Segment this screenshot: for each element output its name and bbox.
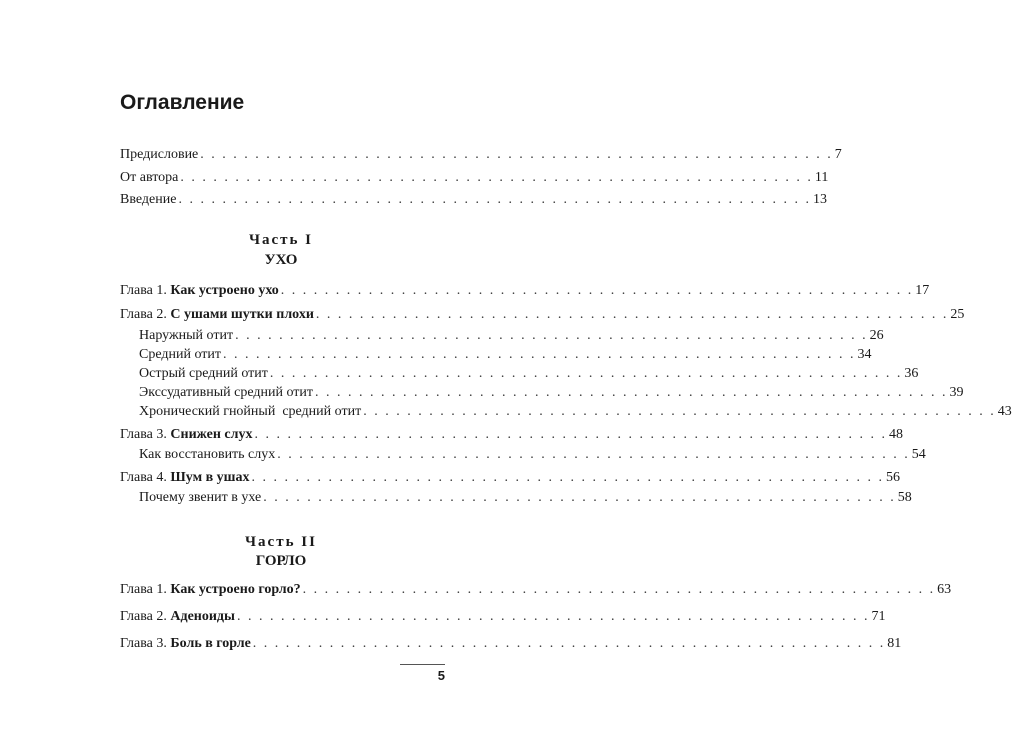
- dot-leader: . . . . . . . . . . . . . . . . . . . . . . . . . . . . . . . . . . . . . . . . . . . . . . . . . . . . . . . . . .: [302, 582, 936, 597]
- toc-entry-title: Глава 4. Шум в ушах: [120, 470, 250, 485]
- part-title: ГОРЛО: [255, 553, 307, 569]
- page-number: 5: [437, 668, 445, 683]
- toc-entry-page: 17: [915, 283, 930, 298]
- toc-entry-title: Глава 3. Боль в горле: [120, 636, 251, 651]
- dot-leader: . . . . . . . . . . . . . . . . . . . . . . . . . . . . . . . . . . . . . . . . . . . . . . . . . . . . . . . . . .: [236, 609, 870, 624]
- toc-chapter: [120, 607, 886, 627]
- dot-leader: . . . . . . . . . . . . . . . . . . . . . . . . . . . . . . . . . . . . . . . . . . . . . . . . . . . . . . . . . .: [254, 427, 887, 442]
- toc-entry-title: Хронический гнойный средний отит: [139, 404, 362, 419]
- toc-chapter: [120, 281, 930, 301]
- toc-subsection: [139, 345, 872, 365]
- toc-entry-page: 11: [814, 170, 829, 185]
- toc-entry-title: Острый средний отит: [139, 366, 268, 381]
- toc-entry-title: От автора: [120, 170, 179, 185]
- toc-entry-page: 26: [869, 328, 884, 343]
- toc-subsection: [139, 402, 1012, 422]
- toc-entry-page: 39: [949, 385, 964, 400]
- toc-entry-title: Почему звенит в ухе: [139, 490, 262, 505]
- toc-entry-title: Экссудативный средний отит: [139, 385, 314, 400]
- toc-subsection: [139, 488, 912, 508]
- toc-entry-page: 25: [950, 307, 965, 322]
- toc-entry-title: Глава 2. Аденоиды: [120, 609, 235, 624]
- dot-leader: . . . . . . . . . . . . . . . . . . . . . . . . . . . . . . . . . . . . . . . . . . . . . . . . . . . . . . . . . .: [315, 385, 948, 400]
- toc-entry-introduction: [120, 190, 827, 210]
- toc-subsection: [139, 326, 884, 346]
- toc-chapter: [120, 468, 900, 488]
- footer-rule: [400, 664, 445, 665]
- toc-subsection: [139, 383, 964, 403]
- dot-leader: . . . . . . . . . . . . . . . . . . . . . . . . . . . . . . . . . . . . . . . . . . . . . . . . . . . . . . . . . .: [315, 307, 949, 322]
- toc-heading: Оглавление: [120, 91, 245, 114]
- toc-entry-page: 48: [888, 427, 903, 442]
- dot-leader: . . . . . . . . . . . . . . . . . . . . . . . . . . . . . . . . . . . . . . . . . . . . . . . . . . . . . . . . . .: [200, 147, 833, 162]
- toc-entry-page: 13: [812, 192, 827, 207]
- dot-leader: . . . . . . . . . . . . . . . . . . . . . . . . . . . . . . . . . . . . . . . . . . . . . . . . . . . . . . . . . .: [263, 490, 896, 505]
- dot-leader: . . . . . . . . . . . . . . . . . . . . . . . . . . . . . . . . . . . . . . . . . . . . . . . . . . . . . . . . . .: [178, 192, 811, 207]
- toc-entry-page: 7: [834, 147, 842, 162]
- part-label: Часть II: [245, 534, 317, 550]
- dot-leader: . . . . . . . . . . . . . . . . . . . . . . . . . . . . . . . . . . . . . . . . . . . . . . . . . . . . . . . . . .: [280, 283, 914, 298]
- toc-entry-title: Введение: [120, 192, 177, 207]
- toc-entry-page: 81: [887, 636, 902, 651]
- dot-leader: . . . . . . . . . . . . . . . . . . . . . . . . . . . . . . . . . . . . . . . . . . . . . . . . . . . . . . . . . .: [223, 347, 856, 362]
- part-title: УХО: [264, 252, 298, 268]
- part-label: Часть I: [248, 232, 314, 248]
- dot-leader: . . . . . . . . . . . . . . . . . . . . . . . . . . . . . . . . . . . . . . . . . . . . . . . . . . . . . . . . . .: [363, 404, 996, 419]
- toc-chapter: [120, 634, 902, 654]
- toc-entry-page: 54: [911, 447, 926, 462]
- dot-leader: . . . . . . . . . . . . . . . . . . . . . . . . . . . . . . . . . . . . . . . . . . . . . . . . . . . . . . . . . .: [277, 447, 910, 462]
- toc-entry-page: 58: [897, 490, 912, 505]
- toc-subsection: [139, 364, 919, 384]
- toc-entry-title: Средний отит: [139, 347, 222, 362]
- dot-leader: . . . . . . . . . . . . . . . . . . . . . . . . . . . . . . . . . . . . . . . . . . . . . . . . . . . . . . . . . .: [251, 470, 884, 485]
- toc-entry-page: 56: [886, 470, 900, 485]
- toc-entry-from-author: [120, 168, 829, 188]
- toc-entry-preface: [120, 145, 842, 165]
- toc-entry-page: 34: [857, 347, 872, 362]
- dot-leader: . . . . . . . . . . . . . . . . . . . . . . . . . . . . . . . . . . . . . . . . . . . . . . . . . . . . . . . . . .: [235, 328, 868, 343]
- toc-chapter: [120, 425, 903, 445]
- toc-entry-title: Глава 1. Как устроено горло?: [120, 582, 301, 597]
- dot-leader: . . . . . . . . . . . . . . . . . . . . . . . . . . . . . . . . . . . . . . . . . . . . . . . . . . . . . . . . . .: [269, 366, 903, 381]
- toc-entry-title: Предисловие: [120, 147, 199, 162]
- toc-chapter: [120, 580, 952, 600]
- toc-entry-title: Как восстановить слух: [139, 447, 276, 462]
- toc-entry-page: 63: [937, 582, 952, 597]
- toc-entry-page: 43: [997, 404, 1012, 419]
- toc-chapter: [120, 305, 965, 325]
- toc-entry-title: Наружный отит: [139, 328, 234, 343]
- toc-subsection: [139, 445, 926, 465]
- dot-leader: . . . . . . . . . . . . . . . . . . . . . . . . . . . . . . . . . . . . . . . . . . . . . . . . . . . . . . . . . .: [180, 170, 813, 185]
- toc-entry-title: Глава 1. Как устроено ухо: [120, 283, 279, 298]
- toc-entry-page: 71: [871, 609, 886, 624]
- toc-entry-page: 36: [904, 366, 919, 381]
- dot-leader: . . . . . . . . . . . . . . . . . . . . . . . . . . . . . . . . . . . . . . . . . . . . . . . . . . . . . . . . . .: [252, 636, 886, 651]
- toc-entry-title: Глава 2. С ушами шутки плохи: [120, 307, 314, 322]
- toc-entry-title: Глава 3. Снижен слух: [120, 427, 253, 442]
